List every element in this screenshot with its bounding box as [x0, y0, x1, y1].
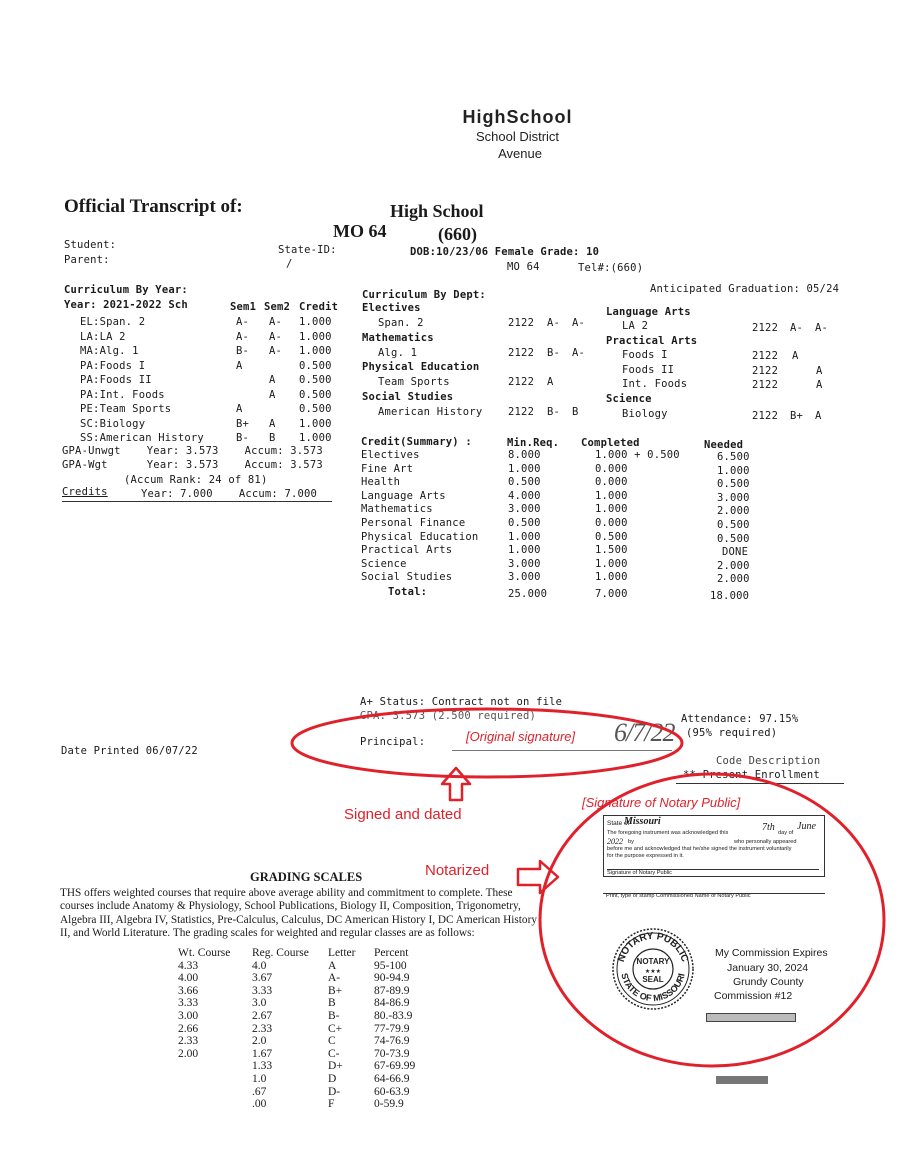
total-min: 25.000 — [508, 588, 548, 600]
dept-s2: A- — [572, 346, 586, 359]
year-course-credit: 1.000 — [299, 417, 332, 430]
notary-acknowledgment — [603, 815, 825, 877]
dept-year: 2122 — [508, 317, 535, 329]
notary-line3: before me and acknowledged that he/she signed the instrument voluntarily — [607, 846, 792, 852]
dept-s1: A — [547, 376, 554, 388]
dept-year: 2122 — [508, 346, 535, 359]
year-course-credit: 0.500 — [299, 403, 332, 415]
grading-scale-cell: 80.-83.9 — [374, 1009, 413, 1022]
dept-la-year: 2122 — [752, 322, 779, 334]
year-course-credit: 0.500 — [299, 374, 332, 386]
dept-language-arts: Language Arts — [606, 306, 691, 318]
transcript-title: Official Transcript of: — [64, 196, 243, 217]
student-label: Student: — [64, 239, 117, 251]
credit-area: Social Studies — [361, 571, 453, 584]
grading-scale-cell: 90-94.9 — [374, 972, 410, 985]
grading-scale-row — [178, 1023, 427, 1036]
credit-needed: 6.500 — [717, 451, 750, 463]
signed-and-dated-label: Signed and dated — [344, 806, 462, 823]
notary-day: 7th — [762, 822, 775, 833]
notary-year: 2022 — [607, 837, 623, 846]
year-course-sem2: A- — [269, 345, 283, 357]
year-course-name: PE:Team Sports — [80, 403, 172, 415]
code-description: Code Description — [716, 755, 821, 767]
notary-signature-note: [Signature of Notary Public] — [582, 795, 741, 810]
grading-scale-cell: 4.33 — [178, 959, 199, 972]
commission-number: Commission #12 — [714, 990, 793, 1002]
grading-scale-cell: 1.0 — [252, 1072, 267, 1085]
school-street: Avenue — [498, 146, 542, 161]
year-course-name: PA:Int. Foods — [80, 388, 165, 401]
year-course-sem1: B+ — [236, 417, 250, 430]
dept-s2: A- — [572, 317, 586, 329]
dept-course: Team Sports — [378, 376, 450, 388]
title-school: High School — [390, 201, 484, 221]
year-course-sem2: A — [269, 374, 276, 386]
grading-paragraph-line: courses include Anatomy & Physiology, School Publications, Biology II, Composition, Trigonometry, — [60, 900, 521, 913]
credit-completed: 1.500 — [595, 544, 628, 557]
grading-scale-cell: A — [328, 959, 337, 972]
credit-completed: 0.500 — [595, 530, 628, 543]
grading-scale-cell: 3.00 — [178, 1009, 199, 1022]
credit-needed: 3.000 — [717, 491, 750, 504]
credit-needed: DONE — [722, 546, 749, 559]
date-printed: Date Printed 06/07/22 — [61, 745, 198, 757]
credit-min: 4.000 — [508, 489, 541, 502]
credit-completed: 1.000 — [595, 489, 628, 502]
grading-scale-cell: 3.66 — [178, 984, 199, 997]
seal-mid1: NOTARY — [636, 957, 670, 966]
credit-area: Science — [361, 557, 407, 570]
grading-scale-cell — [178, 1098, 252, 1111]
up-arrow-icon — [442, 768, 470, 800]
grading-scale-cell: 70-73.9 — [374, 1047, 410, 1060]
grading-scale-cell: B- — [328, 1009, 340, 1022]
credit-needed: 0.500 — [717, 532, 750, 545]
dept-pa-course: Int. Foods — [622, 378, 688, 390]
grading-scale-cell: 2.33 — [252, 1022, 273, 1035]
gpa-unwgt: GPA-Unwgt Year: 3.573 Accum: 3.573 — [62, 445, 323, 457]
grading-scale-header-row — [178, 947, 427, 960]
grading-scale-row — [178, 1060, 427, 1073]
grading-scale-cell: B+ — [328, 984, 343, 997]
grading-scale-cell: 2.33 — [178, 1035, 199, 1048]
grading-scale-cell: 4.0 — [252, 959, 267, 972]
credit-min: 1.000 — [508, 544, 541, 557]
grading-scale-cell: 3.0 — [252, 997, 267, 1010]
grading-scale-cell: 60-63.9 — [374, 1085, 410, 1098]
credit-min: 1.000 — [508, 462, 541, 475]
year-course-sem2: A — [269, 388, 276, 401]
grading-scale-cell: 2.00 — [178, 1047, 199, 1060]
gpa-required: GPA: 3.573 (2.500 required) — [360, 710, 537, 722]
grading-paragraph-line: Algebra III, Algebra IV, Statistics, Pre-Calculus, Calculus, DC American History I, DC American History — [60, 913, 537, 926]
grading-scale-cell: 2.0 — [252, 1035, 267, 1048]
credit-completed: 1.000 — [595, 503, 628, 516]
accum-rank: (Accum Rank: 24 of 81) — [124, 474, 268, 486]
grading-scales-paragraph — [60, 887, 537, 941]
grading-scale-cell — [178, 1086, 252, 1099]
grading-scales-heading: GRADING SCALES — [250, 870, 363, 884]
grading-scale-cell: 3.33 — [252, 984, 273, 997]
dept-name: Electives — [362, 302, 421, 314]
year-course-credit: 1.000 — [299, 330, 332, 343]
dept-pa-year: 2122 — [752, 364, 779, 377]
dept-course: Span. 2 — [378, 317, 424, 329]
year-course-name: EL:Span. 2 — [80, 316, 146, 328]
grading-paragraph-line: THS offers weighted courses that require above average ability and commitment to complete. These — [60, 887, 513, 899]
col-completed: Completed — [581, 437, 640, 449]
grading-scale-cell: 4.00 — [178, 972, 199, 985]
credit-needed: 0.500 — [717, 478, 750, 491]
grading-scale-cell: C — [328, 1035, 336, 1048]
grading-scale-cell: 67-69.99 — [374, 1060, 416, 1073]
year-course-sem2: A — [269, 417, 276, 430]
grading-scale-cell: .67 — [252, 1085, 267, 1098]
dept-pa-s2: A — [816, 364, 823, 377]
grading-scale-cell: D- — [328, 1085, 341, 1098]
credit-needed: 1.000 — [717, 464, 750, 477]
col-min-req: Min.Req. — [507, 437, 560, 449]
total-label: Total: — [388, 586, 428, 598]
grading-scale-cell: 1.33 — [252, 1060, 273, 1073]
dept-course: American History — [378, 405, 483, 418]
dept-pa-course: Foods I — [622, 349, 668, 361]
credit-area: Personal Finance — [361, 517, 466, 529]
notary-month: June — [797, 821, 816, 832]
dept-year: 2122 — [508, 376, 535, 388]
notary-state-label: State of — [607, 820, 630, 827]
credit-min: 0.500 — [508, 476, 541, 489]
grading-scale-cell: A- — [328, 972, 341, 985]
svg-text:★★★: ★★★ — [644, 969, 662, 975]
curriculum-by-year-heading: Curriculum By Year: — [64, 284, 188, 296]
notary-line4: for the purpose expressed in it. — [607, 853, 684, 859]
seal-mid2: SEAL — [642, 975, 664, 984]
school-name: HighSchool — [462, 107, 573, 127]
grading-scale-cell: 74-76.9 — [374, 1035, 410, 1048]
gpa-wgt: GPA-Wgt Year: 3.573 Accum: 3.573 — [62, 459, 323, 471]
year-course-sem1: B- — [236, 345, 250, 357]
grading-scale-cell: 84-86.9 — [374, 997, 410, 1010]
student-tel: Tel#:(660) — [578, 262, 644, 274]
credit-completed: 0.000 — [595, 462, 628, 475]
dept-pa-course: Foods II — [622, 363, 675, 376]
grading-paragraph-line: II, and World Literature. The grading scales for weighted and regular classes are as follows: — [60, 927, 475, 940]
dob-gender-grade: DOB:10/23/06 Female Grade: 10 — [410, 246, 600, 258]
total-needed: 18.000 — [710, 590, 750, 602]
credits-line: Year: 7.000 Accum: 7.000 — [141, 488, 318, 500]
credit-completed: 1.000 — [595, 571, 628, 584]
grading-scale-cell: 0-59.9 — [374, 1098, 404, 1111]
year-course-sem2: A- — [269, 316, 283, 328]
original-signature-note: [Original signature] — [466, 729, 576, 744]
dept-la-course: LA 2 — [622, 320, 649, 332]
year-course-sem1: A- — [236, 330, 250, 343]
credit-area: Health — [361, 476, 401, 489]
dept-s1: A- — [547, 317, 561, 329]
dept-s1: B- — [547, 405, 561, 418]
principal-label: Principal: — [360, 736, 426, 748]
col-sem1: Sem1 — [230, 301, 257, 313]
year-course-sem2: B — [269, 432, 276, 444]
grading-scale-cell: 77-79.9 — [374, 1022, 410, 1035]
title-state-zip: MO 64 — [333, 221, 387, 241]
grading-scale-cell: C- — [328, 1047, 340, 1060]
dept-pa-s1: A — [792, 350, 799, 362]
grading-scale-cell: F — [328, 1098, 335, 1111]
credit-min: 3.000 — [508, 557, 541, 570]
dept-name: Physical Education — [362, 361, 480, 373]
grading-scale-row — [178, 1098, 427, 1111]
grading-scale-cell: .00 — [252, 1098, 267, 1111]
notary-by: by — [628, 839, 634, 845]
credit-needed: 2.000 — [717, 505, 750, 518]
handwritten-date: 6/7/22 — [614, 718, 675, 747]
credit-summary-heading: Credit(Summary) : — [361, 436, 472, 448]
year-course-credit: 0.500 — [299, 388, 332, 401]
grading-scale-row — [178, 1035, 427, 1048]
year-label: Year: 2021-2022 Sch — [64, 299, 188, 311]
year-course-name: MA:Alg. 1 — [80, 345, 139, 357]
gs-col-wt: Wt. Course — [178, 947, 231, 959]
grading-scale-cell: 1.67 — [252, 1047, 273, 1060]
year-course-sem1: A- — [236, 316, 250, 328]
dept-pa-s2: A — [816, 379, 823, 391]
year-course-sem2: A- — [269, 330, 283, 343]
grading-scale-cell: 2.67 — [252, 1009, 273, 1022]
commission-expires: My Commission Expires — [715, 947, 828, 959]
year-course-credit: 0.500 — [299, 359, 332, 372]
year-course-credit: 1.000 — [299, 316, 332, 328]
dept-name: Social Studies — [362, 390, 454, 403]
dept-pa-year: 2122 — [752, 350, 779, 362]
credit-completed: 0.000 — [595, 476, 628, 489]
scan-mark — [716, 1076, 768, 1084]
year-course-credit: 1.000 — [299, 432, 332, 444]
notary-line1: The foregoing instrument was acknowledged this — [607, 830, 729, 836]
dept-la-s2: A- — [815, 322, 829, 334]
grading-scale-cell: 3.67 — [252, 972, 273, 985]
credits-label: Credits — [62, 486, 108, 498]
grading-scale-cell: C+ — [328, 1022, 343, 1035]
grading-scale-cell — [178, 1060, 252, 1073]
grading-scale-table — [178, 947, 427, 1111]
dept-sc-s2: A — [815, 410, 822, 422]
gs-col-reg: Reg. Course — [252, 947, 309, 959]
credit-min: 8.000 — [508, 449, 541, 461]
credit-area: Mathematics — [361, 503, 433, 516]
year-course-name: PA:Foods II — [80, 374, 152, 386]
credit-min: 3.000 — [508, 571, 541, 584]
dept-sc-s1: B+ — [790, 410, 804, 422]
student-state: MO 64 — [507, 261, 540, 273]
dept-s1: B- — [547, 346, 561, 359]
credit-area: Language Arts — [361, 489, 446, 502]
grading-scale-row — [178, 1010, 427, 1023]
school-district: School District — [475, 129, 560, 144]
col-credit: Credit — [299, 301, 339, 313]
notarized-label: Notarized — [425, 862, 490, 879]
year-course-credit: 1.000 — [299, 345, 332, 357]
grading-scale-cell: B — [328, 997, 336, 1010]
curriculum-by-dept-heading: Curriculum By Dept: — [362, 289, 486, 301]
seal-bottom-text: STATE OF MISSOURI — [619, 972, 687, 1004]
grading-scale-cell: 3.33 — [178, 997, 199, 1010]
credit-area: Practical Arts — [361, 544, 453, 557]
grading-scale-row — [178, 985, 427, 998]
grading-scale-row — [178, 1073, 427, 1086]
grading-scale-cell: 2.66 — [178, 1022, 199, 1035]
present-enrollment: ** Present Enrollment — [683, 769, 820, 781]
col-sem2: Sem2 — [264, 301, 291, 313]
credit-area: Physical Education — [361, 530, 479, 543]
credit-completed: 0.000 — [595, 517, 628, 529]
signature-ellipse — [292, 709, 682, 777]
year-course-sem1: B- — [236, 432, 250, 444]
a-plus-status: A+ Status: Contract not on file — [360, 696, 563, 708]
dept-name: Mathematics — [362, 331, 434, 344]
attendance-required: (95% required) — [686, 727, 778, 739]
year-course-sem1: A — [236, 403, 243, 415]
seal-top-text: NOTARY PUBLIC — [615, 930, 691, 964]
anticipated-graduation: Anticipated Graduation: 05/24 — [650, 283, 840, 295]
credit-min: 1.000 — [508, 530, 541, 543]
title-area-code: (660) — [438, 224, 477, 244]
grading-scale-row — [178, 960, 427, 973]
dept-sc-course: Biology — [622, 408, 668, 420]
credit-area: Fine Art — [361, 462, 414, 475]
notary-print-label: Print, type or stamp Commissioned Name of Notary Public — [606, 893, 751, 899]
credit-completed: 1.000 + 0.500 — [595, 449, 680, 461]
gs-col-letter: Letter — [328, 947, 356, 959]
grading-scale-cell: 95-100 — [374, 959, 407, 972]
grading-scale-row — [178, 997, 427, 1010]
dept-science: Science — [606, 393, 652, 405]
year-course-name: SS:American History — [80, 432, 204, 444]
credit-min: 0.500 — [508, 517, 541, 529]
parent-slash: / — [286, 258, 293, 270]
notary-line2: who personally appeared — [734, 839, 797, 845]
dept-practical-arts: Practical Arts — [606, 335, 698, 347]
dept-course: Alg. 1 — [378, 346, 418, 359]
grading-scale-cell: D+ — [328, 1060, 343, 1073]
col-needed: Needed — [704, 439, 744, 451]
year-course-sem1: A — [236, 359, 243, 372]
year-course-name: LA:LA 2 — [80, 330, 126, 343]
credit-min: 3.000 — [508, 503, 541, 516]
credit-needed: 2.000 — [717, 573, 750, 586]
year-course-name: PA:Foods I — [80, 359, 146, 372]
grading-scale-row — [178, 972, 427, 985]
grading-scale-row — [178, 1086, 427, 1099]
notary-seal-icon — [610, 926, 696, 1012]
year-course-name: SC:Biology — [80, 417, 146, 430]
notary-state-value: Missouri — [624, 816, 661, 827]
dept-year: 2122 — [508, 405, 535, 418]
dept-sc-year: 2122 — [752, 410, 779, 422]
notary-day-of: day of — [778, 830, 794, 836]
grading-scale-cell: 87-89.9 — [374, 984, 410, 997]
credit-area: Electives — [361, 449, 420, 461]
redacted-box — [706, 1013, 796, 1022]
dept-la-s1: A- — [790, 322, 804, 334]
notary-sig-label: Signature of Notary Public — [607, 870, 672, 876]
credit-needed: 0.500 — [717, 519, 750, 531]
grading-scale-cell — [178, 1073, 252, 1086]
dept-pa-year: 2122 — [752, 379, 779, 391]
parent-label: Parent: — [64, 254, 110, 266]
grading-scale-cell: 64-66.9 — [374, 1072, 410, 1085]
credit-needed: 2.000 — [717, 559, 750, 572]
attendance: Attendance: 97.15% — [681, 713, 799, 725]
grading-scale-cell: D — [328, 1072, 337, 1085]
total-completed: 7.000 — [595, 588, 628, 600]
state-id-label: State-ID: — [278, 244, 337, 256]
gs-col-percent: Percent — [374, 947, 409, 959]
dept-s2: B — [572, 405, 579, 418]
notary-county: Grundy County — [733, 976, 804, 988]
grading-scale-row — [178, 1048, 427, 1061]
commission-date: January 30, 2024 — [727, 962, 809, 974]
credit-completed: 1.000 — [595, 557, 628, 570]
